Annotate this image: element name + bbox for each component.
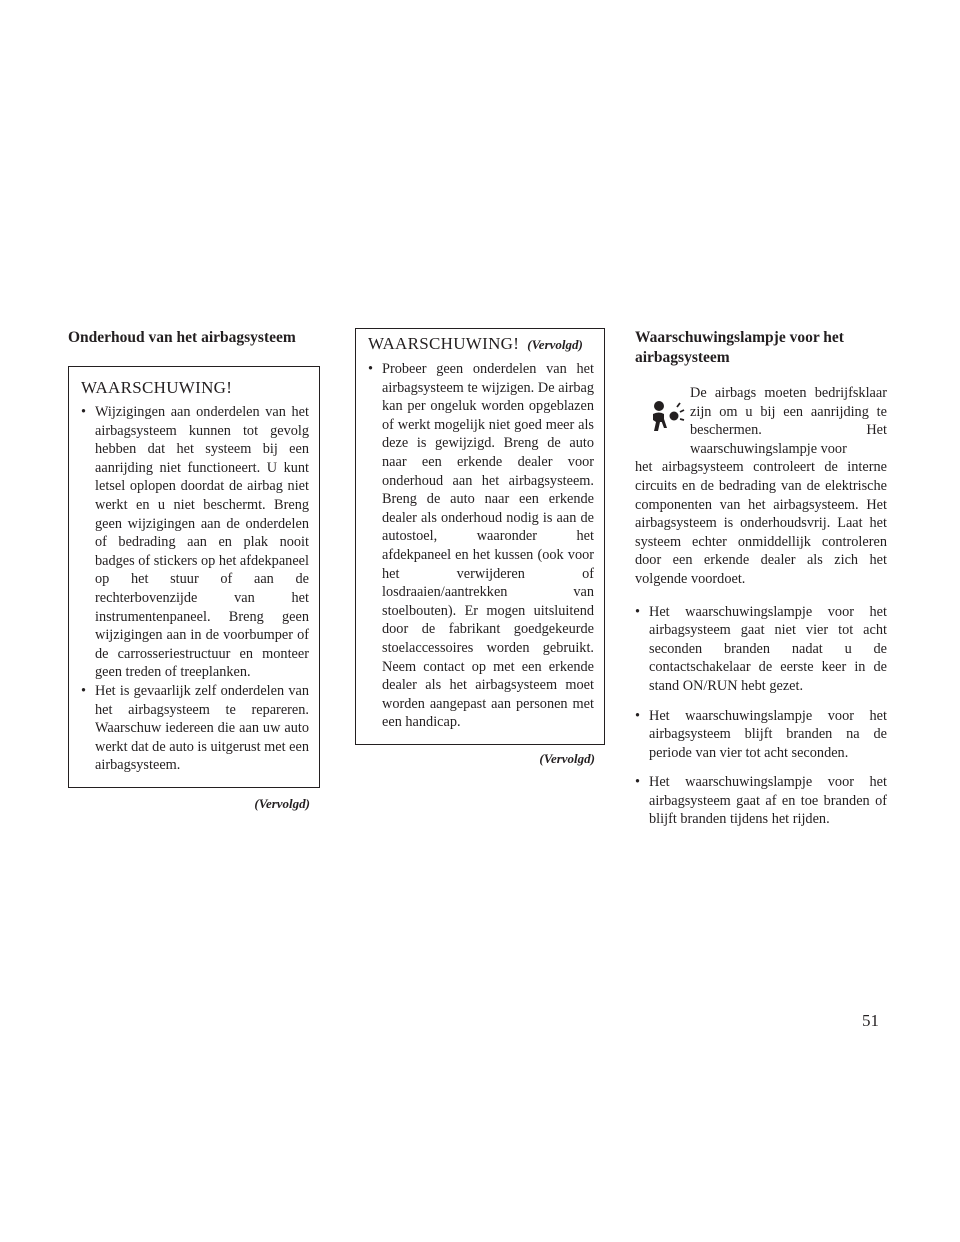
condition-list bbox=[635, 603, 887, 830]
warning-list bbox=[368, 360, 594, 732]
warning-list bbox=[81, 403, 309, 775]
warning-title-text: WAARSCHUWING! bbox=[81, 378, 233, 397]
section-heading: Waarschuwingslampje voor het airbagsysteem bbox=[635, 329, 844, 366]
intro-block bbox=[635, 384, 887, 589]
continued-label: (Vervolgd) bbox=[254, 795, 310, 811]
warning-continued-label: (Vervolgd) bbox=[527, 337, 583, 352]
page-number: 51 bbox=[862, 1011, 879, 1030]
warning-title-text: WAARSCHUWING! bbox=[368, 334, 520, 353]
column-middle bbox=[355, 328, 605, 767]
condition-item: • Het waarschuwingslampje voor het airbagsysteem blijft branden na de periode van vier tot acht seconden. bbox=[635, 707, 887, 763]
column-right bbox=[635, 328, 887, 840]
warning-title bbox=[368, 333, 594, 356]
warning-title bbox=[81, 377, 309, 399]
condition-item: • Het waarschuwingslampje voor het airbagsysteem gaat af en toe branden of blijft branden tijdens het rijden. bbox=[635, 773, 887, 829]
continued-label: (Vervolgd) bbox=[539, 750, 595, 766]
warning-box-continued bbox=[355, 328, 605, 745]
warning-item: • Probeer geen onderdelen van het airbagsysteem te wijzigen. De airbag kan per ongeluk worden opgeblazen of werkt mogelijk niet goed meer als deze is gewijzigd. Breng de auto naar een erkende dealer voor onderhoud aan het airbagsysteem. Breng de auto naar een erkende dealer als onderhoud nodig is aan de autostoel, waaronder het afdekpaneel en het kussen (ook voor het verwijderen of losdraaien/aantrekken van stoelbouten). Er mogen uitsluitend door de fabrikant goedgekeurde stoelaccessoires worden gebruikt. Neem contact op met een erkende dealer als het airbagsysteem moet worden aangepast aan personen met een handicap. bbox=[368, 360, 594, 732]
warning-item: • Wijzigingen aan onderdelen van het airbagsysteem kunnen tot gevolg hebben dat het systeem bij een aanrijding niet functioneert. U kunt letsel oplopen doordat de airbag niet werkt en u niet beschermt. Breng geen wijzigingen aan de onderdelen of bedrading aan en plak nooit badges of stickers op het afdekpaneel op het stuur of aan de rechterbovenzijde van het instrumentenpaneel. Breng geen wijzigingen aan in de voorbumper of de carrosseriestructuur en monteer geen treden of treeplanken. bbox=[81, 403, 309, 682]
section-heading: Onderhoud van het airbagsysteem bbox=[68, 329, 296, 346]
warning-box bbox=[68, 366, 320, 788]
intro-indented-text: De airbags moeten bedrijfsklaar zijn om u bij een aanrijding te beschermen. Het waarschuwingslampje voor bbox=[690, 385, 887, 457]
intro-rest-text: het airbagsysteem controleert de interne circuits en de bedrading van de elektrische componenten van het airbagsysteem. Het airbagsysteem is onderhoudsvrij. Laat het systeem echter onmiddellijk controleren door een erkende dealer als zich het volgende voordoet. bbox=[635, 459, 887, 587]
column-left bbox=[68, 328, 320, 812]
warning-item: • Het is gevaarlijk zelf onderdelen van het airbagsysteem te repareren. Waarschuw iedereen die aan uw auto werkt dat de auto is uitgerust met een airbagsysteem. bbox=[81, 682, 309, 775]
airbag-warning-icon bbox=[649, 398, 685, 434]
condition-item: • Het waarschuwingslampje voor het airbagsysteem gaat niet vier tot acht seconden branden nadat u de contactschakelaar de eerste keer in de stand ON/RUN hebt gezet. bbox=[635, 603, 887, 696]
